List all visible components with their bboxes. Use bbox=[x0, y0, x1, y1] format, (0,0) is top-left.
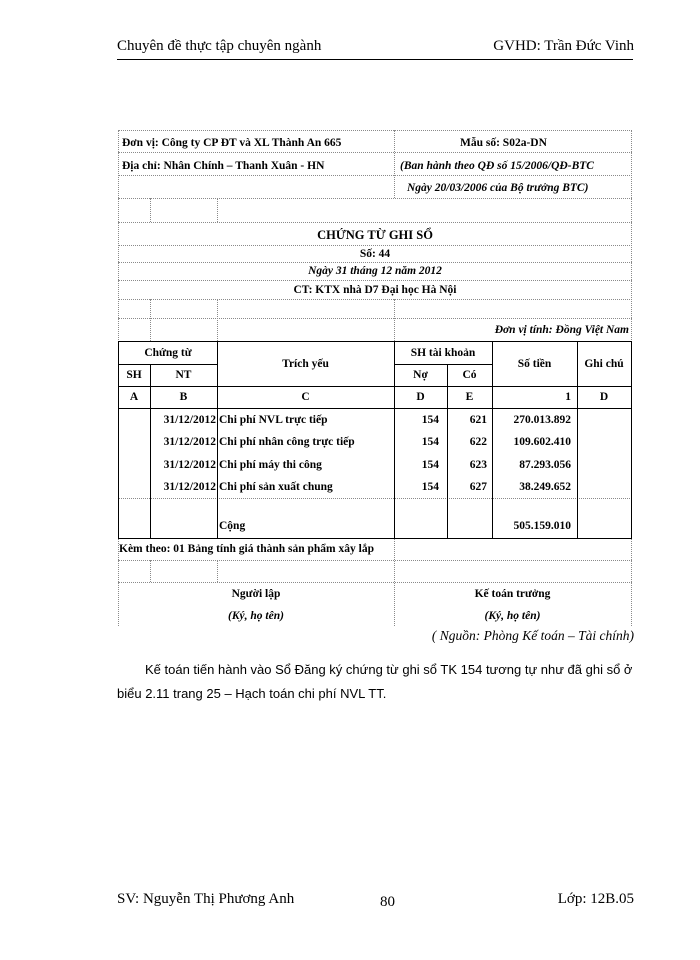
footer-class: Lớp: 12B.05 bbox=[557, 891, 634, 907]
col-amount: Số tiền bbox=[517, 358, 552, 370]
row-debit: 154 bbox=[421, 459, 439, 471]
row-date: 31/12/2012 bbox=[163, 481, 216, 493]
row-date: 31/12/2012 bbox=[163, 414, 216, 426]
row-amount: 109.602.410 bbox=[513, 436, 571, 448]
row-amount: 270.013.892 bbox=[513, 414, 571, 426]
col-credit: Có bbox=[462, 369, 477, 381]
row-credit: 622 bbox=[469, 436, 487, 448]
row-debit: 154 bbox=[421, 481, 439, 493]
decision-line-2: Ngày 20/03/2006 của Bộ trưởng BTC) bbox=[407, 182, 589, 194]
row-credit: 623 bbox=[469, 459, 487, 471]
form-number: Mẫu số: S02a-DN bbox=[460, 137, 547, 149]
total-amount: 505.159.010 bbox=[513, 520, 571, 532]
row-date: 31/12/2012 bbox=[163, 436, 216, 448]
col-voucher: Chứng từ bbox=[144, 347, 192, 359]
col-summary: Trích yếu bbox=[282, 358, 329, 370]
col-debit: Nợ bbox=[413, 369, 428, 381]
voucher-date: Ngày 31 tháng 12 năm 2012 bbox=[308, 265, 442, 277]
code-cell: 1 bbox=[565, 391, 571, 403]
row-desc: Chi phí NVL trực tiếp bbox=[219, 414, 328, 426]
code-cell: B bbox=[179, 391, 188, 403]
attached-docs: Kèm theo: 01 Bảng tính giá thành sản phẩm xây lắp bbox=[119, 543, 374, 555]
header-right: GVHD: Trần Đức Vinh bbox=[493, 38, 634, 54]
chief-accountant-label: Kế toán trưởng bbox=[474, 588, 551, 600]
row-credit: 627 bbox=[469, 481, 487, 493]
total-label: Cộng bbox=[219, 520, 246, 532]
company-address: Địa chỉ: Nhân Chính – Thanh Xuân - HN bbox=[122, 160, 325, 172]
project-name: CT: KTX nhà D7 Đại học Hà Nội bbox=[293, 284, 457, 296]
row-desc: Chi phí nhân công trực tiếp bbox=[219, 436, 355, 448]
company-unit: Đơn vị: Công ty CP ĐT và XL Thành An 665 bbox=[122, 137, 342, 149]
col-sh: SH bbox=[126, 369, 142, 381]
code-cell: D bbox=[599, 391, 609, 403]
col-nt: NT bbox=[175, 369, 192, 381]
col-note: Ghi chú bbox=[584, 358, 624, 370]
code-cell: D bbox=[416, 391, 425, 403]
row-debit: 154 bbox=[421, 436, 439, 448]
row-debit: 154 bbox=[421, 414, 439, 426]
body-paragraph: Kế toán tiến hành vào Sổ Đăng ký chứng từ ghi sổ TK 154 tương tự như đã ghi sổ ở biểu 2.11 trang 25 – Hạch toán chi phí NVL TT. bbox=[117, 662, 633, 701]
col-account-no: SH tài khoản bbox=[410, 347, 476, 359]
currency-unit: Đơn vị tính: Đồng Việt Nam bbox=[494, 324, 629, 336]
page-number: 80 bbox=[380, 894, 395, 910]
code-cell: E bbox=[465, 391, 474, 403]
row-credit: 621 bbox=[469, 414, 487, 426]
row-desc: Chi phí sản xuất chung bbox=[219, 481, 333, 493]
row-date: 31/12/2012 bbox=[163, 459, 216, 471]
voucher-number: Số: 44 bbox=[359, 248, 391, 260]
row-desc: Chi phí máy thi công bbox=[219, 459, 322, 471]
chief-sign-hint: (Ký, họ tên) bbox=[484, 610, 541, 622]
row-amount: 38.249.652 bbox=[519, 481, 571, 493]
code-cell: C bbox=[301, 391, 310, 403]
voucher-title: CHỨNG TỪ GHI SỔ bbox=[317, 228, 433, 242]
preparer-sign-hint: (Ký, họ tên) bbox=[228, 610, 284, 622]
header-left: Chuyên đề thực tập chuyên ngành bbox=[117, 38, 322, 54]
code-cell: A bbox=[129, 391, 139, 403]
row-amount: 87.293.056 bbox=[519, 459, 571, 471]
footer-student: SV: Nguyễn Thị Phương Anh bbox=[117, 891, 295, 907]
preparer-label: Người lập bbox=[231, 588, 281, 600]
source-note: ( Nguồn: Phòng Kế toán – Tài chính) bbox=[431, 628, 634, 643]
decision-line-1: (Ban hành theo QĐ số 15/2006/QĐ-BTC bbox=[400, 160, 594, 172]
